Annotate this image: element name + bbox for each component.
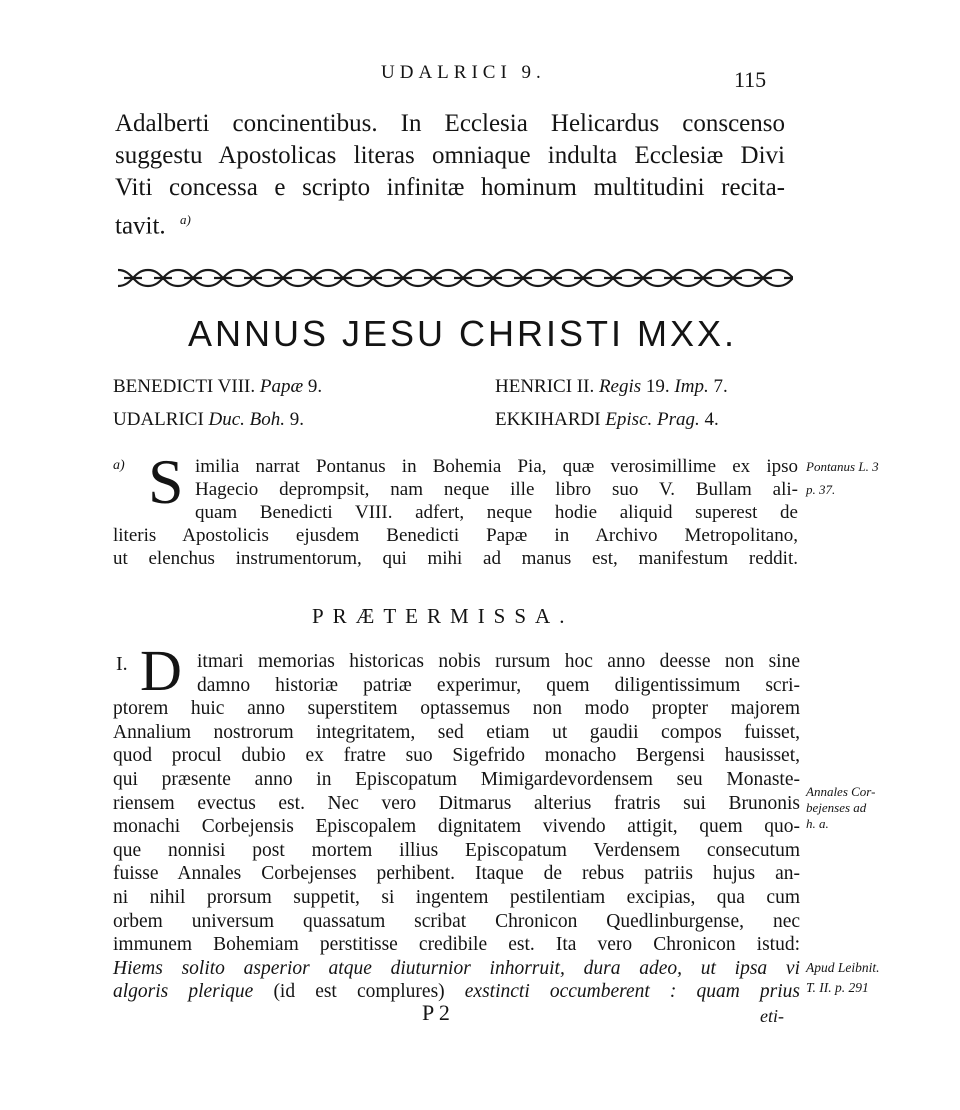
quote-gloss: (id est complures) [273, 981, 445, 1003]
section-drop-initial: D [140, 638, 182, 703]
text-line: Adalberti concinentibus. In Ecclesia Helicardus conscenso [115, 110, 785, 137]
section-line: orbem universum quassatum scribat Chronicon Quedlinburgense, nec [113, 910, 800, 932]
section-quote-line-2 [113, 980, 800, 1004]
regnal-name: BENEDICTI VIII. [113, 376, 256, 397]
footnote-line: Hagecio deprompsit, nam neque ille libro suo V. Bullam ali- [195, 479, 798, 500]
quote-fragment: algoris plerique [113, 981, 254, 1003]
regnal-number-2: 7. [713, 376, 728, 397]
section-line: itmari memorias historicas nobis rursum hoc anno deesse non sine [197, 651, 800, 672]
regnal-title: Papæ [259, 376, 304, 397]
margin-note-line: h. a. [806, 816, 829, 831]
section-line: fuisse Annales Corbejenses perhibent. Itaque de rebus patriis hujus an- [113, 863, 800, 885]
section-body [113, 650, 800, 1004]
margin-note-line: bejenses ad [806, 800, 867, 815]
year-title: ANNUS JESU CHRISTI MXX. [188, 313, 738, 354]
margin-note-line: Apud Leibnit. [806, 960, 880, 975]
footnote-line: ut elenchus instrumentorum, qui mihi ad manus est, manifestum reddit. [113, 548, 798, 569]
regnal-left-1 [113, 376, 322, 398]
text-line: Viti concessa e scripto infinitæ hominum multitudini recita- [115, 174, 785, 201]
margin-note-leibnitz [806, 960, 880, 996]
margin-note-pontanus [806, 459, 879, 498]
section-line: que nonnisi post mortem illius Episcopatum Verdensem consecutum [113, 839, 800, 861]
regnal-name: EKKIHARDI [495, 409, 601, 430]
margin-note-line: T. II. p. 291 [806, 980, 869, 995]
signature-mark: P 2 [422, 1000, 450, 1025]
section-numeral: I. [116, 653, 128, 675]
section-line: riensem evectus est. Nec vero Ditmarus alterius fratris sui Brunonis [113, 792, 800, 814]
footnote-body [113, 455, 798, 570]
text-line: suggestu Apostolicas literas omniaque indulta Ecclesiæ Divi [115, 142, 785, 169]
regnal-name: UDALRICI [113, 409, 204, 430]
section-line: immunem Bohemiam perstitisse credibile est. Ita vero Chronicon istud: [113, 934, 800, 956]
regnal-title: Regis [598, 376, 642, 397]
regnal-title: Episc. Prag. [605, 409, 700, 430]
regnal-number: 4. [704, 409, 719, 430]
regnal-number: 9. [307, 376, 323, 397]
section-line: quod procul dubio ex fratre suo Sigefrido monacho Bergensi hausisset, [113, 745, 800, 767]
footnote-line: literis Apostolicis ejusdem Benedicti Papæ in Archivo Metropolitano, [113, 525, 798, 546]
quote-fragment: exstincti occumberent : quam prius [464, 981, 801, 1003]
section-line: ni nihil prorsum suppetit, si ingentem pestilentiam excipias, qua cum [113, 886, 800, 908]
regnal-left-2 [113, 409, 304, 431]
margin-note-line: Annales Cor- [806, 784, 876, 799]
section-line: damno historiæ patriæ experimur, quem diligentissimum scri- [197, 674, 800, 696]
section-title: PRÆTERMISSA. [312, 604, 574, 628]
section-line: Annalium nostrorum integritatem, sed etiam ut gaudii compos fuisset, [113, 721, 800, 743]
section-line: qui præsente anno in Episcopatum Mimigardevordensem seu Monaste- [113, 768, 800, 790]
text-line-last: tavit. $^{a)}$ [115, 212, 191, 240]
margin-note-line: Pontanus L. 3 [806, 459, 879, 474]
regnal-right-2 [495, 409, 719, 431]
section-line: ptorem huic anno superstitem optassemus non modo propter majorem [113, 698, 800, 720]
regnal-title: Duc. Boh. [208, 409, 286, 430]
footnote-drop-initial: S [148, 446, 184, 517]
regnal-number: 9. [289, 409, 305, 430]
catchword: eti- [760, 1006, 784, 1026]
footnote-line: imilia narrat Pontanus in Bohemia Pia, quæ verosimillime ex ipso [195, 456, 798, 477]
page-number: 115 [734, 67, 767, 92]
footnote-line: quam Benedicti VIII. adfert, neque hodie aliquid superest de [195, 502, 798, 523]
regnal-number: 19. [645, 376, 670, 397]
regnal-right-1 [495, 376, 728, 398]
ornament-rule [118, 262, 793, 294]
margin-note-line: p. 37. [806, 482, 836, 497]
regnal-title-2: Imp. [674, 376, 709, 397]
running-head: UDALRICI 9. [381, 62, 546, 83]
section-quote-line: Hiems solito asperior atque diuturnior inhorruit, dura adeo, ut ipsa vi [113, 957, 800, 979]
section-line: monachi Corbejensis Episcopalem dignitatem vivendo attigit, quem quo- [113, 816, 800, 838]
note-reference: a) [179, 212, 191, 227]
footnote-mark: a) [113, 458, 125, 473]
margin-note-annales [806, 784, 875, 832]
top-text [115, 108, 785, 242]
regnal-name: HENRICI II. [495, 376, 595, 397]
